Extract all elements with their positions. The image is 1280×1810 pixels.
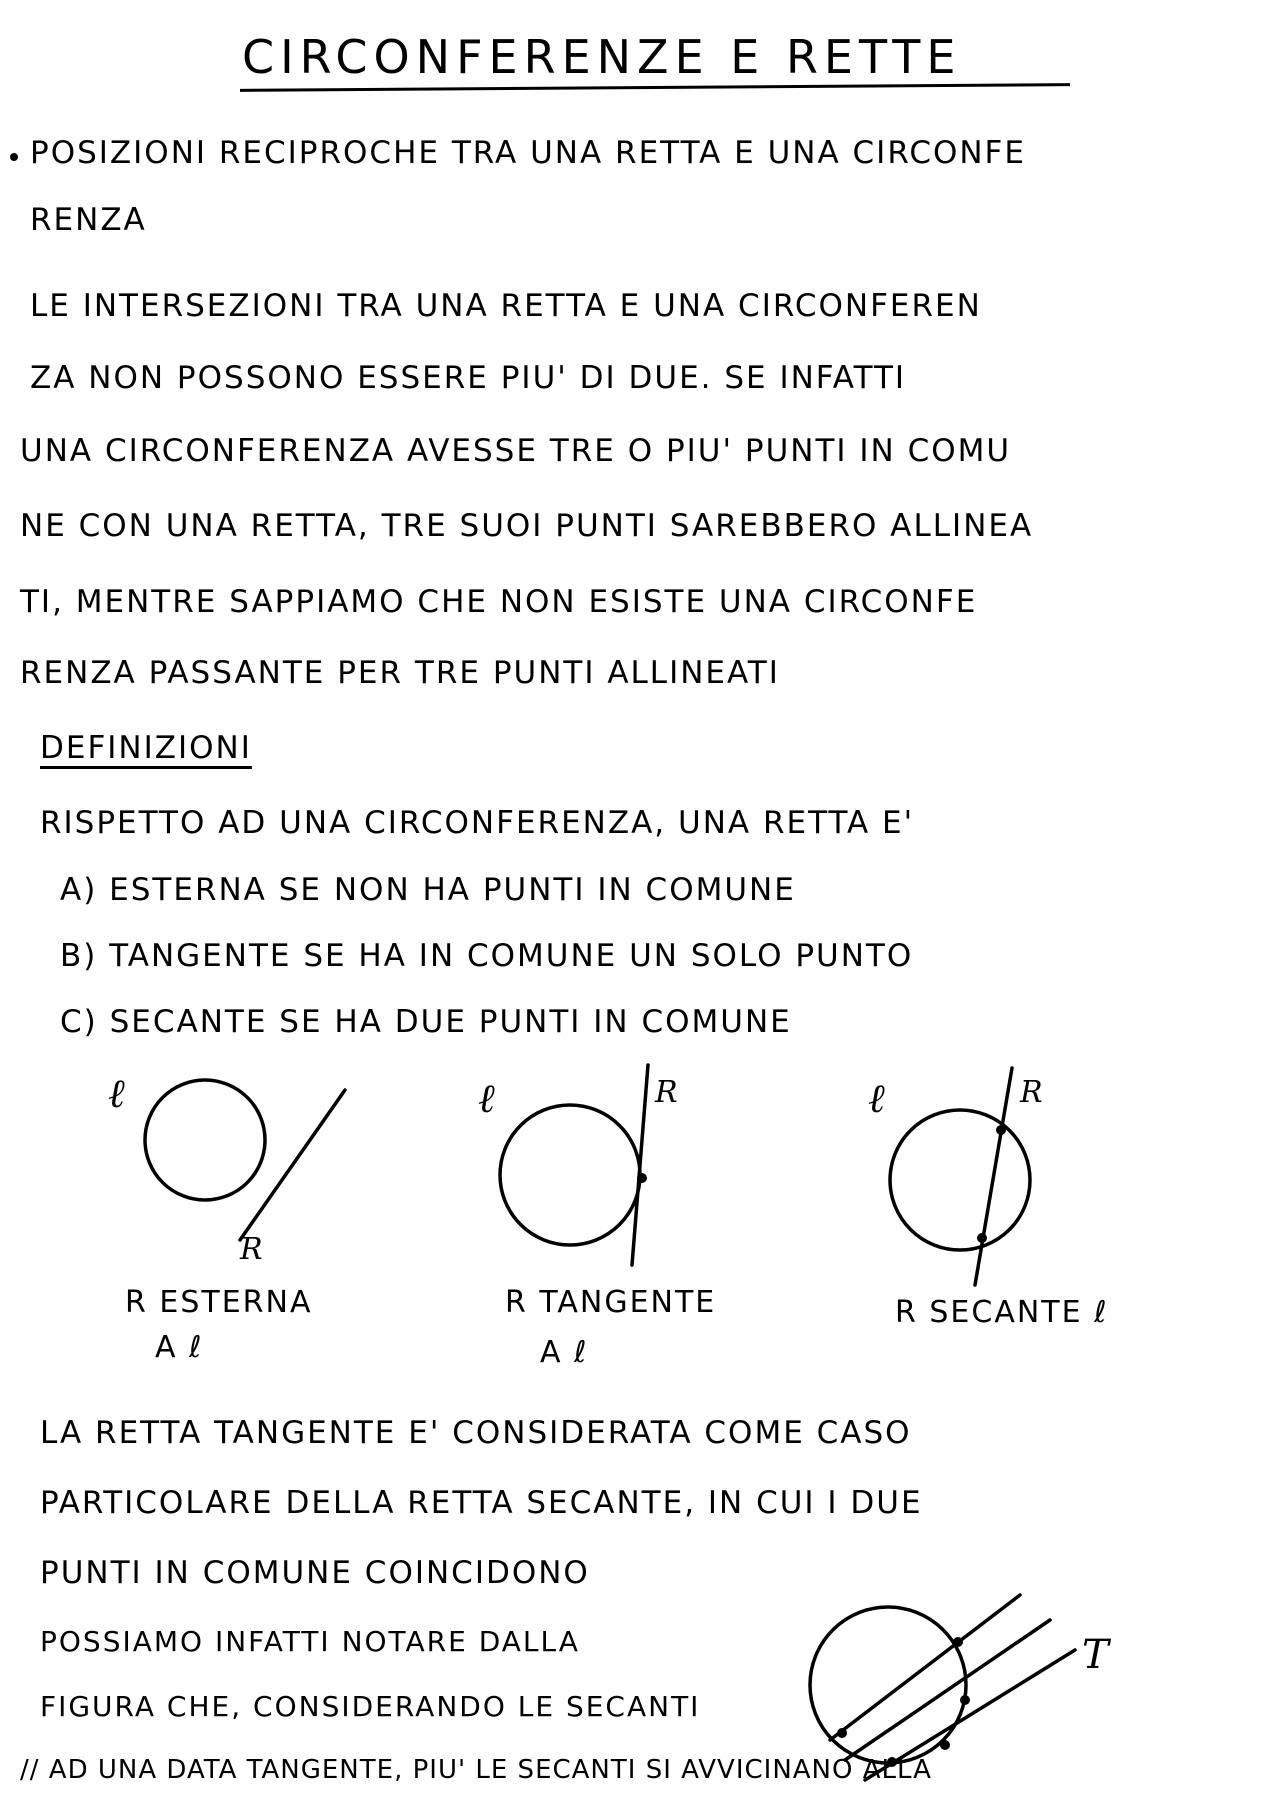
closing-line-6: // AD UNA DATA TANGENTE, PIU' LE SECANTI SI AVVICINANO ALLA (20, 1755, 932, 1785)
definition-item-a: A) ESTERNA SE NON HA PUNTI IN COMUNE (60, 872, 796, 908)
text-line-6: NE CON UNA RETTA, TRE SUOI PUNTI SAREBBERO ALLINEA (20, 508, 1034, 544)
line-secant (975, 1068, 1012, 1285)
symbol-tangent-t: T (1082, 1632, 1111, 1678)
definitions-heading: DEFINIZIONI (40, 730, 252, 766)
page-title: CIRCONFERENZE E RETTE (242, 30, 962, 84)
caption-secant: R SECANTE ℓ (895, 1295, 1109, 1330)
symbol-line-3: R (1020, 1075, 1045, 1110)
symbol-circle-3: ℓ (868, 1076, 887, 1122)
text-line-5: UNA CIRCONFERENZA AVESSE TRE O PIU' PUNTI IN COMU (20, 433, 1012, 469)
circle-tangent (500, 1105, 640, 1245)
tangent-point (637, 1173, 647, 1183)
closing-line-5: FIGURA CHE, CONSIDERANDO LE SECANTI (40, 1690, 701, 1723)
closing-line-2: PARTICOLARE DELLA RETTA SECANTE, IN CUI I DUE (40, 1485, 923, 1521)
bottom-point-1 (953, 1637, 963, 1647)
symbol-circle-2: ℓ (478, 1076, 497, 1122)
symbol-line-1: R (240, 1232, 265, 1267)
closing-line-4: POSSIAMO INFATTI NOTARE DALLA (40, 1625, 580, 1658)
caption-tangent-2: A ℓ (540, 1335, 589, 1370)
bottom-point-5 (940, 1740, 950, 1750)
text-line-8: RENZA PASSANTE PER TRE PUNTI ALLINEATI (20, 655, 780, 691)
secant-line-2 (845, 1620, 1050, 1760)
text-line-4: ZA NON POSSONO ESSERE PIU' DI DUE. SE INFATTI (30, 360, 907, 396)
symbol-line-2: R (655, 1075, 680, 1110)
text-line-1: POSIZIONI RECIPROCHE TRA UNA RETTA E UNA CIRCONFE (30, 135, 1026, 171)
secant-point-top (996, 1125, 1006, 1135)
definitions-intro: RISPETTO AD UNA CIRCONFERENZA, UNA RETTA E' (40, 805, 915, 841)
closing-line-3: PUNTI IN COMUNE COINCIDONO (40, 1555, 590, 1591)
bottom-point-2 (960, 1695, 970, 1705)
text-line-2: RENZA (30, 202, 147, 238)
bottom-point-3 (837, 1728, 847, 1738)
definition-item-b: B) TANGENTE SE HA IN COMUNE UN SOLO PUNTO (60, 938, 914, 974)
line-tangent (632, 1065, 648, 1265)
circle-secant (890, 1110, 1030, 1250)
definition-item-c: C) SECANTE SE HA DUE PUNTI IN COMUNE (60, 1004, 792, 1040)
text-line-3: LE INTERSEZIONI TRA UNA RETTA E UNA CIRCONFEREN (30, 288, 982, 324)
caption-external: R ESTERNA (125, 1285, 313, 1320)
caption-tangent: R TANGENTE (505, 1285, 717, 1320)
line-external (240, 1090, 345, 1240)
secant-point-bottom (977, 1233, 987, 1243)
closing-line-1: LA RETTA TANGENTE E' CONSIDERATA COME CASO (40, 1415, 912, 1451)
circle-external (145, 1080, 265, 1200)
text-line-7: TI, MENTRE SAPPIAMO CHE NON ESISTE UNA CIRCONFE (20, 584, 978, 620)
caption-external-2: A ℓ (155, 1330, 204, 1365)
symbol-circle-1: ℓ (108, 1071, 127, 1117)
